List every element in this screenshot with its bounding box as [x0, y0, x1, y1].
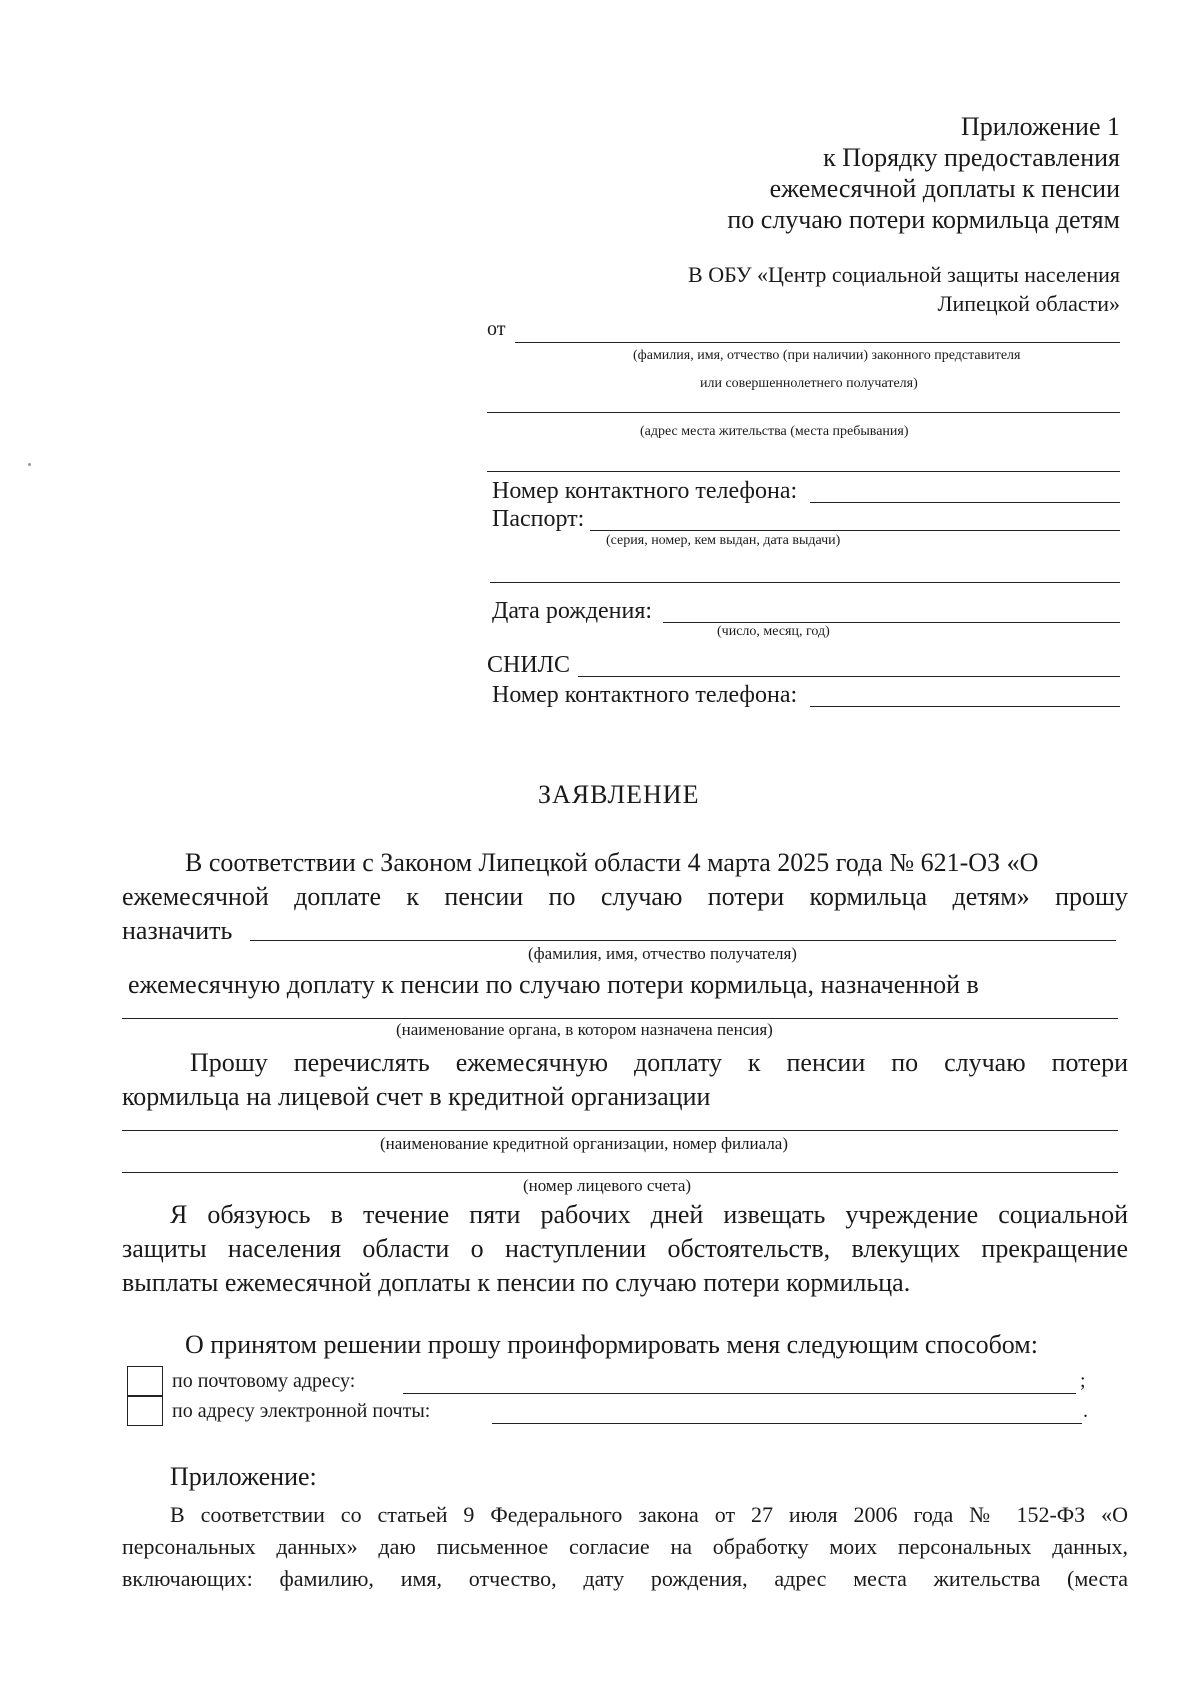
email-option-label: по адресу электронной почты:: [172, 1400, 431, 1422]
birth-date-field[interactable]: [663, 622, 1120, 623]
addressee-line-1: В ОБУ «Центр социальной защиты населения: [688, 262, 1120, 287]
birth-date-hint: (число, месяц, год): [717, 624, 830, 639]
paragraph-3-line-2: защиты населения области о наступлении обстоятельств, влекущих прекращение: [122, 1234, 1128, 1263]
attachment-label: Приложение:: [170, 1462, 317, 1491]
passport-label: Паспорт:: [492, 506, 585, 532]
post-address-field[interactable]: [403, 1393, 1076, 1394]
email-option-end: .: [1083, 1400, 1088, 1422]
passport-hint: (серия, номер, кем выдан, дата выдачи): [606, 533, 841, 548]
post-option-label: по почтовому адресу:: [172, 1370, 356, 1392]
paragraph-2-line-1: Прошу перечислять ежемесячную доплату к пенсии по случаю потери: [190, 1048, 1128, 1077]
applicant-name-field[interactable]: [515, 342, 1120, 343]
pension-organ-field[interactable]: [122, 1018, 1118, 1019]
post-checkbox[interactable]: [127, 1366, 163, 1396]
paragraph-4-line-3: включающих: фамилию, имя, отчество, дату рождения, адрес места жительства (места: [122, 1566, 1128, 1591]
document-title: ЗАЯВЛЕНИЕ: [538, 780, 700, 809]
email-address-field[interactable]: [492, 1423, 1082, 1424]
paragraph-2-line-2: кормильца на лицевой счет в кредитной организации: [122, 1082, 711, 1111]
paragraph-4-line-1: В соответствии со статьей 9 Федерального закона от 27 июля 2006 года № 152-ФЗ «О: [170, 1502, 1128, 1527]
passport-field[interactable]: [590, 530, 1120, 531]
from-label: от: [487, 318, 506, 340]
scan-speck: [28, 463, 31, 466]
phone2-label: Номер контактного телефона:: [492, 682, 798, 708]
appendix-line-4: по случаю потери кормильца детям: [727, 205, 1120, 234]
birth-date-label: Дата рождения:: [492, 598, 653, 624]
account-number-hint: (номер лицевого счета): [523, 1176, 692, 1195]
paragraph-3-line-1: Я обязуюсь в течение пяти рабочих дней извещать учреждение социальной: [170, 1200, 1128, 1229]
applicant-name-hint-2: или совершеннолетнего получателя): [700, 376, 918, 391]
paragraph-1-line-1: В соответствии с Законом Липецкой области 4 марта 2025 года № 621-ОЗ «О: [185, 848, 1039, 877]
assign-label: назначить: [122, 916, 233, 945]
address-field-2[interactable]: [487, 471, 1120, 472]
pension-organ-hint: (наименование органа, в котором назначена пенсия): [396, 1020, 773, 1039]
phone-field[interactable]: [810, 502, 1120, 503]
bank-name-hint: (наименование кредитной организации, номер филиала): [380, 1134, 789, 1153]
phone-label: Номер контактного телефона:: [492, 478, 798, 504]
passport-field-2[interactable]: [490, 582, 1120, 583]
appendix-line-2: к Порядку предоставления: [823, 143, 1120, 172]
notify-method-label: О принятом решении прошу проинформировать меня следующим способом:: [185, 1330, 1038, 1359]
account-number-field[interactable]: [122, 1172, 1118, 1173]
bank-name-field[interactable]: [122, 1130, 1118, 1131]
addressee-line-2: Липецкой области»: [937, 291, 1120, 316]
recipient-name-hint: (фамилия, имя, отчество получателя): [528, 944, 797, 963]
address-hint: (адрес места жительства (места пребывания): [640, 424, 909, 439]
phone2-field[interactable]: [810, 706, 1120, 707]
address-field[interactable]: [487, 412, 1120, 413]
paragraph-1-line-2: ежемесячной доплате к пенсии по случаю потери кормильца детям» прошу: [122, 882, 1128, 911]
paragraph-1-line-4: ежемесячную доплату к пенсии по случаю потери кормильца, назначенной в: [128, 970, 979, 999]
appendix-label: Приложение 1: [960, 112, 1120, 141]
applicant-name-hint: (фамилия, имя, отчество (при наличии) законного представителя: [633, 348, 1021, 363]
paragraph-3-line-3: выплаты ежемесячной доплаты к пенсии по случаю потери кормильца.: [122, 1268, 911, 1297]
recipient-name-field[interactable]: [250, 940, 1116, 941]
appendix-line-3: ежемесячной доплаты к пенсии: [769, 174, 1120, 203]
paragraph-4-line-2: персональных данных» даю письменное согласие на обработку моих персональных данных,: [122, 1534, 1128, 1559]
email-checkbox[interactable]: [127, 1396, 163, 1426]
post-option-end: ;: [1080, 1370, 1086, 1392]
snils-field[interactable]: [578, 676, 1120, 677]
snils-label: СНИЛС: [487, 652, 570, 678]
